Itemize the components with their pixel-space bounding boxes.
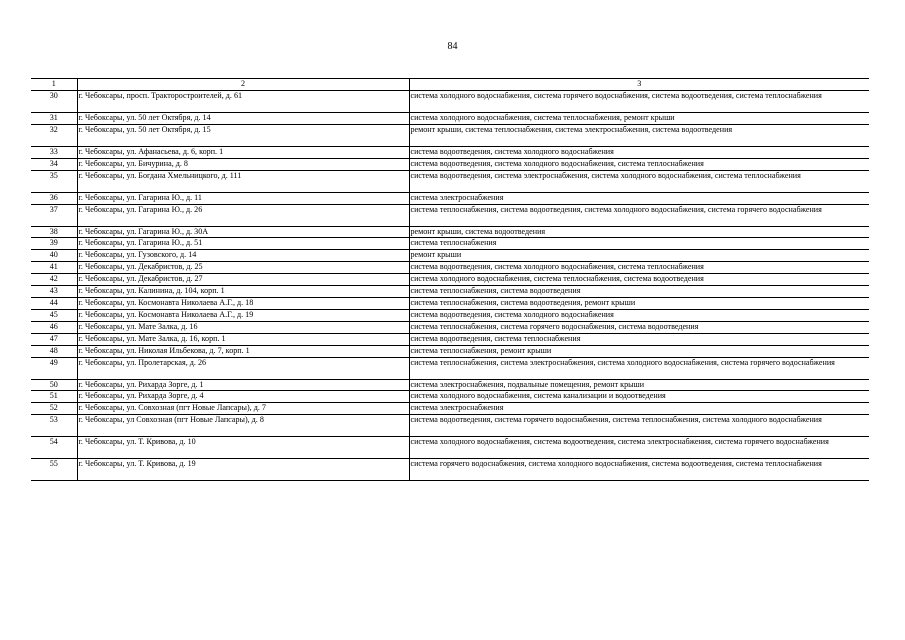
row-number: 45 (31, 309, 77, 321)
row-number: 53 (31, 415, 77, 437)
header-row (31, 79, 869, 91)
row-works: система теплоснабжения, система электроснабжения, система холодного водоснабжения, система горячего водоснабжения (409, 357, 869, 379)
row-works: система холодного водоснабжения, система теплоснабжения, система водоотведения (409, 274, 869, 286)
row-number: 34 (31, 158, 77, 170)
row-works: система горячего водоснабжения, система холодного водоснабжения, система водоотведения, система теплоснабжения (409, 459, 869, 481)
table-row (31, 391, 869, 403)
row-number: 52 (31, 403, 77, 415)
row-address: г. Чебоксары, ул. Бичурина, д. 8 (77, 158, 409, 170)
row-number: 42 (31, 274, 77, 286)
row-number: 47 (31, 333, 77, 345)
row-works: ремонт крыши, система водоотведения (409, 226, 869, 238)
row-works: система теплоснабжения, система водоотведения (409, 286, 869, 298)
table-row (31, 192, 869, 204)
row-works: система теплоснабжения, система водоотведения, ремонт крыши (409, 297, 869, 309)
table-row (31, 158, 869, 170)
row-address: г. Чебоксары, ул. Космонавта Николаева А.Г., д. 18 (77, 297, 409, 309)
row-address: г. Чебоксары, ул. Богдана Хмельницкого, д. 111 (77, 170, 409, 192)
row-address: г. Чебоксары, ул. Рихарда Зорге, д. 4 (77, 391, 409, 403)
row-address: г. Чебоксары, просп. Тракторостроителей, д. 61 (77, 90, 409, 112)
table-row (31, 170, 869, 192)
row-works: ремонт крыши (409, 250, 869, 262)
row-address: г. Чебоксары, ул. Мате Залка, д. 16 (77, 321, 409, 333)
row-number: 33 (31, 146, 77, 158)
table-row (31, 112, 869, 124)
table-row (31, 297, 869, 309)
row-works: система холодного водоснабжения, система теплоснабжения, ремонт крыши (409, 112, 869, 124)
row-address: г. Чебоксары, ул. Гагарина Ю., д. 26 (77, 204, 409, 226)
row-number: 31 (31, 112, 77, 124)
row-address: г. Чебоксары, ул Совхозная (пгт Новые Лапсары), д. 8 (77, 415, 409, 437)
row-works: система теплоснабжения, ремонт крыши (409, 345, 869, 357)
row-works: система холодного водоснабжения, система канализации и водоотведения (409, 391, 869, 403)
row-address: г. Чебоксары, ул. Т. Кривова, д. 19 (77, 459, 409, 481)
row-number: 32 (31, 124, 77, 146)
table-body (31, 90, 869, 480)
page-number: 84 (447, 41, 458, 52)
row-address: г. Чебоксары, ул. Гагарина Ю., д. 51 (77, 238, 409, 250)
table-row (31, 226, 869, 238)
row-address: г. Чебоксары, ул. Калинина, д. 104, корп. 1 (77, 286, 409, 298)
row-number: 38 (31, 226, 77, 238)
row-number: 35 (31, 170, 77, 192)
row-number: 30 (31, 90, 77, 112)
row-number: 48 (31, 345, 77, 357)
row-address: г. Чебоксары, ул. Рихарда Зорге, д. 1 (77, 379, 409, 391)
row-works: система электроснабжения, подвальные помещения, ремонт крыши (409, 379, 869, 391)
header-column-works: 3 (409, 79, 869, 91)
row-address: г. Чебоксары, ул. Афанасьева, д. 6, корп. 1 (77, 146, 409, 158)
row-number: 40 (31, 250, 77, 262)
table-row (31, 345, 869, 357)
row-works: система водоотведения, система теплоснабжения (409, 333, 869, 345)
table-row (31, 357, 869, 379)
row-address: г. Чебоксары, ул. Декабристов, д. 27 (77, 274, 409, 286)
row-works: система электроснабжения (409, 403, 869, 415)
row-number: 39 (31, 238, 77, 250)
row-works: система водоотведения, система горячего водоснабжения, система теплоснабжения, система холодного водоснабжения (409, 415, 869, 437)
row-number: 43 (31, 286, 77, 298)
table-row (31, 415, 869, 437)
row-address: г. Чебоксары, ул. Космонавта Николаева А.Г., д. 19 (77, 309, 409, 321)
row-works: система теплоснабжения, система горячего водоснабжения, система водоотведения (409, 321, 869, 333)
row-works: система холодного водоснабжения, система водоотведения, система электроснабжения, система горячего водоснабжения (409, 437, 869, 459)
row-address: г. Чебоксары, ул. Николая Ильбекова, д. 7, корп. 1 (77, 345, 409, 357)
row-number: 55 (31, 459, 77, 481)
row-number: 37 (31, 204, 77, 226)
table-row (31, 238, 869, 250)
row-works: система водоотведения, система холодного водоснабжения (409, 146, 869, 158)
row-number: 50 (31, 379, 77, 391)
row-address: г. Чебоксары, ул. Совхозная (пгт Новые Лапсары), д. 7 (77, 403, 409, 415)
row-address: г. Чебоксары, ул. Гузовского, д. 14 (77, 250, 409, 262)
buildings-table (31, 78, 869, 481)
table-row (31, 90, 869, 112)
row-address: г. Чебоксары, ул. Гагарина Ю., д. 11 (77, 192, 409, 204)
row-number: 36 (31, 192, 77, 204)
row-works: система водоотведения, система холодного водоснабжения, система теплоснабжения (409, 158, 869, 170)
row-works: система теплоснабжения (409, 238, 869, 250)
table-row (31, 459, 869, 481)
row-number: 41 (31, 262, 77, 274)
row-address: г. Чебоксары, ул. Т. Кривова, д. 10 (77, 437, 409, 459)
table-row (31, 274, 869, 286)
row-address: г. Чебоксары, ул. Мате Залка, д. 16, корп. 1 (77, 333, 409, 345)
table-row (31, 437, 869, 459)
table-row (31, 204, 869, 226)
row-number: 54 (31, 437, 77, 459)
row-number: 44 (31, 297, 77, 309)
table-row (31, 321, 869, 333)
row-works: система водоотведения, система холодного водоснабжения, система теплоснабжения (409, 262, 869, 274)
row-works: система электроснабжения (409, 192, 869, 204)
table-row (31, 403, 869, 415)
table-row (31, 333, 869, 345)
row-address: г. Чебоксары, ул. Декабристов, д. 25 (77, 262, 409, 274)
table-row (31, 309, 869, 321)
table-row (31, 146, 869, 158)
table-row (31, 379, 869, 391)
table-row (31, 286, 869, 298)
row-number: 51 (31, 391, 77, 403)
row-number: 46 (31, 321, 77, 333)
row-number: 49 (31, 357, 77, 379)
table-row (31, 124, 869, 146)
row-works: система теплоснабжения, система водоотведения, система холодного водоснабжения, система горячего водоснабжения (409, 204, 869, 226)
row-address: г. Чебоксары, ул. 50 лет Октября, д. 14 (77, 112, 409, 124)
table-row (31, 250, 869, 262)
row-works: система холодного водоснабжения, система горячего водоснабжения, система водоотведения, система теплоснабжения (409, 90, 869, 112)
table-header (31, 79, 869, 91)
row-address: г. Чебоксары, ул. 50 лет Октября, д. 15 (77, 124, 409, 146)
table-row (31, 262, 869, 274)
row-address: г. Чебоксары, ул. Гагарина Ю., д. 30А (77, 226, 409, 238)
row-address: г. Чебоксары, ул. Пролетарская, д. 26 (77, 357, 409, 379)
row-works: система водоотведения, система электроснабжения, система холодного водоснабжения, система теплоснабжения (409, 170, 869, 192)
row-works: система водоотведения, система холодного водоснабжения (409, 309, 869, 321)
header-column-address: 2 (77, 79, 409, 91)
row-works: ремонт крыши, система теплоснабжения, система электроснабжения, система водоотведения (409, 124, 869, 146)
header-column-number: 1 (31, 79, 77, 91)
